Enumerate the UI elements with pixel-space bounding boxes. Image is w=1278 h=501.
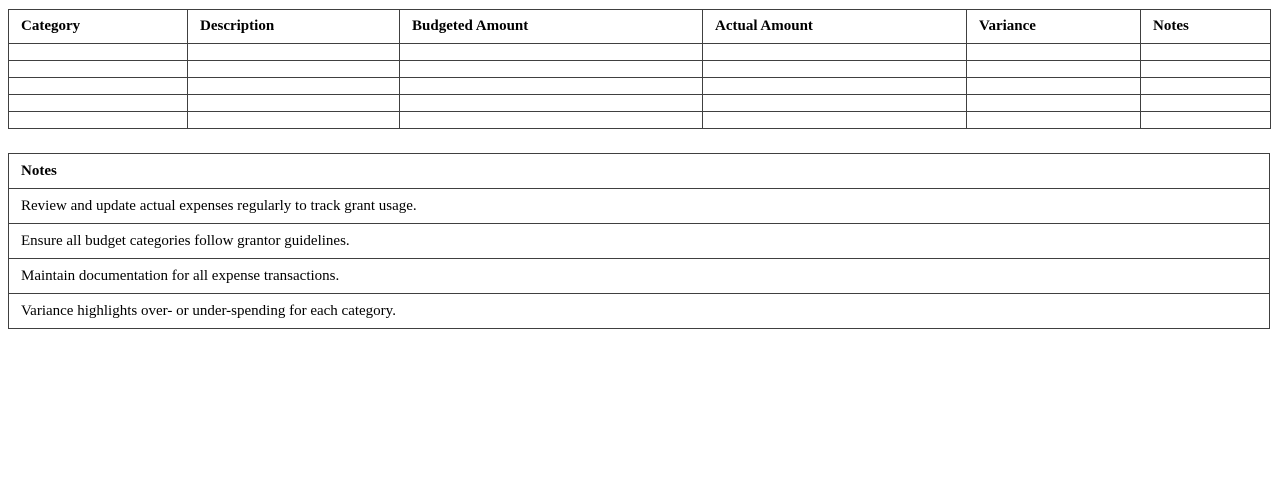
note-item: Ensure all budget categories follow grantor guidelines. [9,224,1270,259]
table-cell[interactable] [703,78,967,95]
column-header-budgeted-amount: Budgeted Amount [400,10,703,44]
table-cell[interactable] [703,112,967,129]
table-cell[interactable] [188,44,400,61]
table-cell[interactable] [9,95,188,112]
table-cell[interactable] [9,112,188,129]
table-cell[interactable] [9,78,188,95]
column-header-actual-amount: Actual Amount [703,10,967,44]
notes-row [9,189,1270,224]
note-item: Variance highlights over- or under-spending for each category. [9,294,1270,329]
table-cell[interactable] [400,61,703,78]
column-header-notes: Notes [1141,10,1271,44]
table-cell[interactable] [967,112,1141,129]
note-item: Maintain documentation for all expense transactions. [9,259,1270,294]
table-cell[interactable] [188,78,400,95]
table-cell[interactable] [400,44,703,61]
table-cell[interactable] [703,61,967,78]
notes-row [9,224,1270,259]
table-cell[interactable] [1141,95,1271,112]
table-cell[interactable] [703,44,967,61]
column-header-category: Category [9,10,188,44]
column-header-variance: Variance [967,10,1141,44]
table-cell[interactable] [967,44,1141,61]
table-cell[interactable] [967,61,1141,78]
table-row [9,61,1271,78]
table-cell[interactable] [9,61,188,78]
notes-table [8,153,1270,329]
table-cell[interactable] [188,95,400,112]
table-cell[interactable] [400,78,703,95]
table-cell[interactable] [400,112,703,129]
table-cell[interactable] [1141,61,1271,78]
table-row [9,112,1271,129]
table-cell[interactable] [9,44,188,61]
notes-header-row [9,154,1270,189]
table-cell[interactable] [1141,78,1271,95]
table-row [9,95,1271,112]
note-item: Review and update actual expenses regularly to track grant usage. [9,189,1270,224]
table-cell[interactable] [967,95,1141,112]
table-cell[interactable] [1141,112,1271,129]
table-row [9,78,1271,95]
budget-table-header-row [9,10,1271,44]
table-cell[interactable] [400,95,703,112]
table-cell[interactable] [703,95,967,112]
table-row [9,44,1271,61]
table-cell[interactable] [1141,44,1271,61]
table-cell[interactable] [188,61,400,78]
notes-row [9,294,1270,329]
table-cell[interactable] [967,78,1141,95]
table-cell[interactable] [188,112,400,129]
notes-row [9,259,1270,294]
notes-header: Notes [9,154,1270,189]
column-header-description: Description [188,10,400,44]
budget-table [8,9,1271,129]
